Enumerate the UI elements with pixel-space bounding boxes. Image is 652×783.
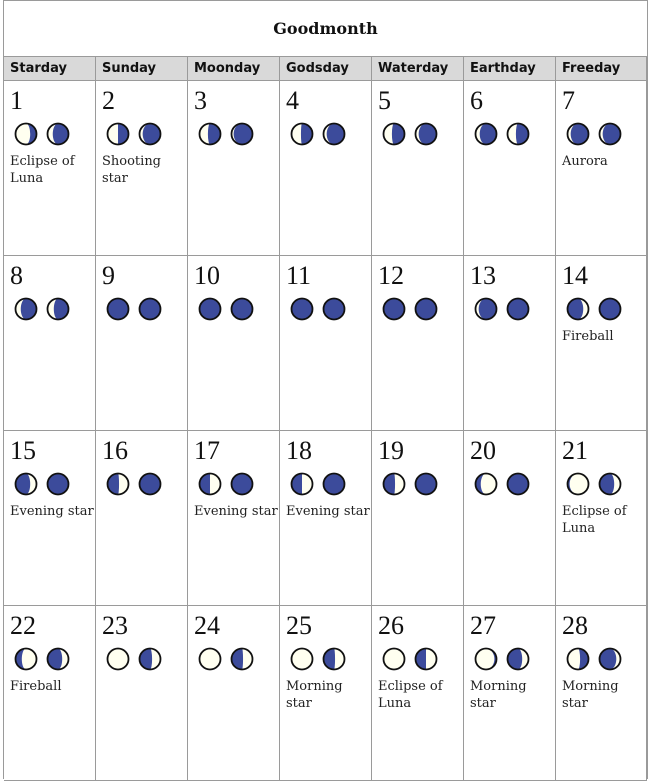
weekday-header-sunday: Sunday bbox=[96, 57, 188, 81]
day-cell[interactable] bbox=[188, 431, 280, 606]
day-number: 17 bbox=[194, 436, 220, 465]
day-cell[interactable] bbox=[96, 256, 188, 431]
moon-phase-icon bbox=[382, 122, 406, 146]
moon-phase-icon bbox=[14, 122, 38, 146]
day-cell[interactable] bbox=[4, 606, 96, 781]
moon-phases bbox=[106, 647, 162, 671]
day-number: 20 bbox=[470, 436, 496, 465]
moon-phases bbox=[474, 122, 530, 146]
weekday-header-earthday: Earthday bbox=[464, 57, 556, 81]
day-number: 13 bbox=[470, 261, 496, 290]
second-moon-phase-icon bbox=[598, 297, 622, 321]
day-cell[interactable] bbox=[464, 256, 556, 431]
second-moon-phase-icon bbox=[46, 647, 70, 671]
weekday-header-starday: Starday bbox=[4, 57, 96, 81]
day-cell[interactable] bbox=[464, 606, 556, 781]
day-number: 21 bbox=[562, 436, 588, 465]
day-cell[interactable] bbox=[4, 431, 96, 606]
day-number: 1 bbox=[10, 86, 23, 115]
moon-phase-icon bbox=[474, 472, 498, 496]
moon-phase-icon bbox=[198, 122, 222, 146]
day-cell[interactable] bbox=[556, 606, 647, 781]
day-cell[interactable] bbox=[96, 431, 188, 606]
moon-phases bbox=[474, 647, 530, 671]
day-event-note: Morning star bbox=[286, 679, 343, 711]
moon-phase-icon bbox=[474, 122, 498, 146]
day-event-note: Evening star bbox=[286, 504, 370, 519]
moon-phase-icon bbox=[566, 472, 590, 496]
day-cell[interactable] bbox=[464, 431, 556, 606]
moon-phases bbox=[290, 297, 346, 321]
moon-phase-icon bbox=[106, 647, 130, 671]
second-moon-phase-icon bbox=[322, 647, 346, 671]
day-number: 22 bbox=[10, 611, 36, 640]
moon-phases bbox=[14, 647, 70, 671]
weekday-header-waterday: Waterday bbox=[372, 57, 464, 81]
moon-phases bbox=[198, 647, 254, 671]
day-number: 3 bbox=[194, 86, 207, 115]
day-cell[interactable] bbox=[556, 81, 647, 256]
weekday-header-freeday: Freeday bbox=[556, 57, 647, 81]
moon-phase-icon bbox=[382, 472, 406, 496]
moon-phase-icon bbox=[106, 472, 130, 496]
day-number: 4 bbox=[286, 86, 299, 115]
second-moon-phase-icon bbox=[230, 122, 254, 146]
moon-phase-icon bbox=[14, 472, 38, 496]
calendar bbox=[3, 0, 648, 779]
moon-phases bbox=[106, 122, 162, 146]
day-cell[interactable] bbox=[372, 81, 464, 256]
day-cell[interactable] bbox=[280, 606, 372, 781]
moon-phase-icon bbox=[290, 297, 314, 321]
day-cell[interactable] bbox=[372, 256, 464, 431]
day-cell[interactable] bbox=[556, 431, 647, 606]
moon-phases bbox=[474, 297, 530, 321]
second-moon-phase-icon bbox=[46, 297, 70, 321]
day-cell[interactable] bbox=[556, 256, 647, 431]
moon-phases bbox=[198, 297, 254, 321]
day-cell[interactable] bbox=[188, 81, 280, 256]
day-event-note: Eclipse of Luna bbox=[378, 679, 443, 711]
day-number: 23 bbox=[102, 611, 128, 640]
moon-phases bbox=[14, 472, 70, 496]
moon-phases bbox=[474, 472, 530, 496]
day-number: 24 bbox=[194, 611, 220, 640]
day-cell[interactable] bbox=[4, 81, 96, 256]
moon-phases bbox=[382, 122, 438, 146]
moon-phase-icon bbox=[106, 297, 130, 321]
second-moon-phase-icon bbox=[322, 122, 346, 146]
second-moon-phase-icon bbox=[230, 297, 254, 321]
day-event-note: Evening star bbox=[194, 504, 278, 519]
day-event-note: Shooting star bbox=[102, 154, 162, 186]
second-moon-phase-icon bbox=[414, 472, 438, 496]
day-cell[interactable] bbox=[96, 81, 188, 256]
second-moon-phase-icon bbox=[322, 472, 346, 496]
moon-phase-icon bbox=[474, 647, 498, 671]
day-number: 7 bbox=[562, 86, 575, 115]
second-moon-phase-icon bbox=[598, 122, 622, 146]
day-number: 19 bbox=[378, 436, 404, 465]
moon-phase-icon bbox=[474, 297, 498, 321]
day-number: 14 bbox=[562, 261, 588, 290]
second-moon-phase-icon bbox=[230, 647, 254, 671]
second-moon-phase-icon bbox=[598, 472, 622, 496]
day-number: 5 bbox=[378, 86, 391, 115]
moon-phase-icon bbox=[106, 122, 130, 146]
day-event-note: Morning star bbox=[470, 679, 527, 711]
second-moon-phase-icon bbox=[598, 647, 622, 671]
second-moon-phase-icon bbox=[506, 647, 530, 671]
moon-phase-icon bbox=[198, 472, 222, 496]
day-cell[interactable] bbox=[372, 606, 464, 781]
day-number: 8 bbox=[10, 261, 23, 290]
second-moon-phase-icon bbox=[506, 297, 530, 321]
day-number: 27 bbox=[470, 611, 496, 640]
moon-phase-icon bbox=[290, 122, 314, 146]
day-cell[interactable] bbox=[464, 81, 556, 256]
day-number: 9 bbox=[102, 261, 115, 290]
day-number: 28 bbox=[562, 611, 588, 640]
second-moon-phase-icon bbox=[46, 472, 70, 496]
second-moon-phase-icon bbox=[506, 472, 530, 496]
weekday-header-moonday: Moonday bbox=[188, 57, 280, 81]
moon-phases bbox=[106, 472, 162, 496]
calendar-title: Goodmonth bbox=[4, 1, 647, 57]
day-number: 12 bbox=[378, 261, 404, 290]
moon-phases bbox=[566, 472, 622, 496]
moon-phases bbox=[566, 297, 622, 321]
moon-phases bbox=[198, 472, 254, 496]
day-number: 15 bbox=[10, 436, 36, 465]
day-number: 11 bbox=[286, 261, 312, 290]
day-number: 18 bbox=[286, 436, 312, 465]
day-number: 10 bbox=[194, 261, 220, 290]
moon-phases bbox=[566, 647, 622, 671]
day-event-note: Morning star bbox=[562, 679, 619, 711]
moon-phase-icon bbox=[566, 297, 590, 321]
moon-phase-icon bbox=[566, 122, 590, 146]
day-cell[interactable] bbox=[280, 256, 372, 431]
second-moon-phase-icon bbox=[414, 122, 438, 146]
weekday-header-godsday: Godsday bbox=[280, 57, 372, 81]
day-number: 26 bbox=[378, 611, 404, 640]
second-moon-phase-icon bbox=[138, 122, 162, 146]
moon-phase-icon bbox=[382, 647, 406, 671]
moon-phase-icon bbox=[198, 647, 222, 671]
day-event-note: Eclipse of Luna bbox=[562, 504, 627, 536]
day-event-note: Aurora bbox=[562, 154, 608, 169]
second-moon-phase-icon bbox=[46, 122, 70, 146]
day-event-note: Fireball bbox=[10, 679, 62, 694]
day-number: 2 bbox=[102, 86, 115, 115]
moon-phase-icon bbox=[14, 647, 38, 671]
moon-phases bbox=[382, 647, 438, 671]
moon-phases bbox=[106, 297, 162, 321]
moon-phases bbox=[382, 472, 438, 496]
moon-phase-icon bbox=[382, 297, 406, 321]
moon-phases bbox=[198, 122, 254, 146]
second-moon-phase-icon bbox=[230, 472, 254, 496]
moon-phases bbox=[14, 297, 70, 321]
second-moon-phase-icon bbox=[506, 122, 530, 146]
moon-phases bbox=[290, 122, 346, 146]
day-event-note: Eclipse of Luna bbox=[10, 154, 75, 186]
second-moon-phase-icon bbox=[138, 472, 162, 496]
day-cell[interactable] bbox=[280, 81, 372, 256]
moon-phases bbox=[382, 297, 438, 321]
moon-phase-icon bbox=[14, 297, 38, 321]
moon-phase-icon bbox=[290, 472, 314, 496]
moon-phases bbox=[290, 647, 346, 671]
day-number: 25 bbox=[286, 611, 312, 640]
day-cell[interactable] bbox=[96, 606, 188, 781]
day-cell[interactable] bbox=[188, 256, 280, 431]
day-number: 16 bbox=[102, 436, 128, 465]
moon-phases bbox=[566, 122, 622, 146]
moon-phase-icon bbox=[566, 647, 590, 671]
second-moon-phase-icon bbox=[414, 297, 438, 321]
day-cell[interactable] bbox=[280, 431, 372, 606]
day-cell[interactable] bbox=[188, 606, 280, 781]
second-moon-phase-icon bbox=[138, 647, 162, 671]
second-moon-phase-icon bbox=[414, 647, 438, 671]
day-number: 6 bbox=[470, 86, 483, 115]
second-moon-phase-icon bbox=[138, 297, 162, 321]
second-moon-phase-icon bbox=[322, 297, 346, 321]
day-cell[interactable] bbox=[4, 256, 96, 431]
day-event-note: Evening star bbox=[10, 504, 94, 519]
day-event-note: Fireball bbox=[562, 329, 614, 344]
moon-phase-icon bbox=[290, 647, 314, 671]
moon-phases bbox=[14, 122, 70, 146]
moon-phases bbox=[290, 472, 346, 496]
moon-phase-icon bbox=[198, 297, 222, 321]
day-cell[interactable] bbox=[372, 431, 464, 606]
